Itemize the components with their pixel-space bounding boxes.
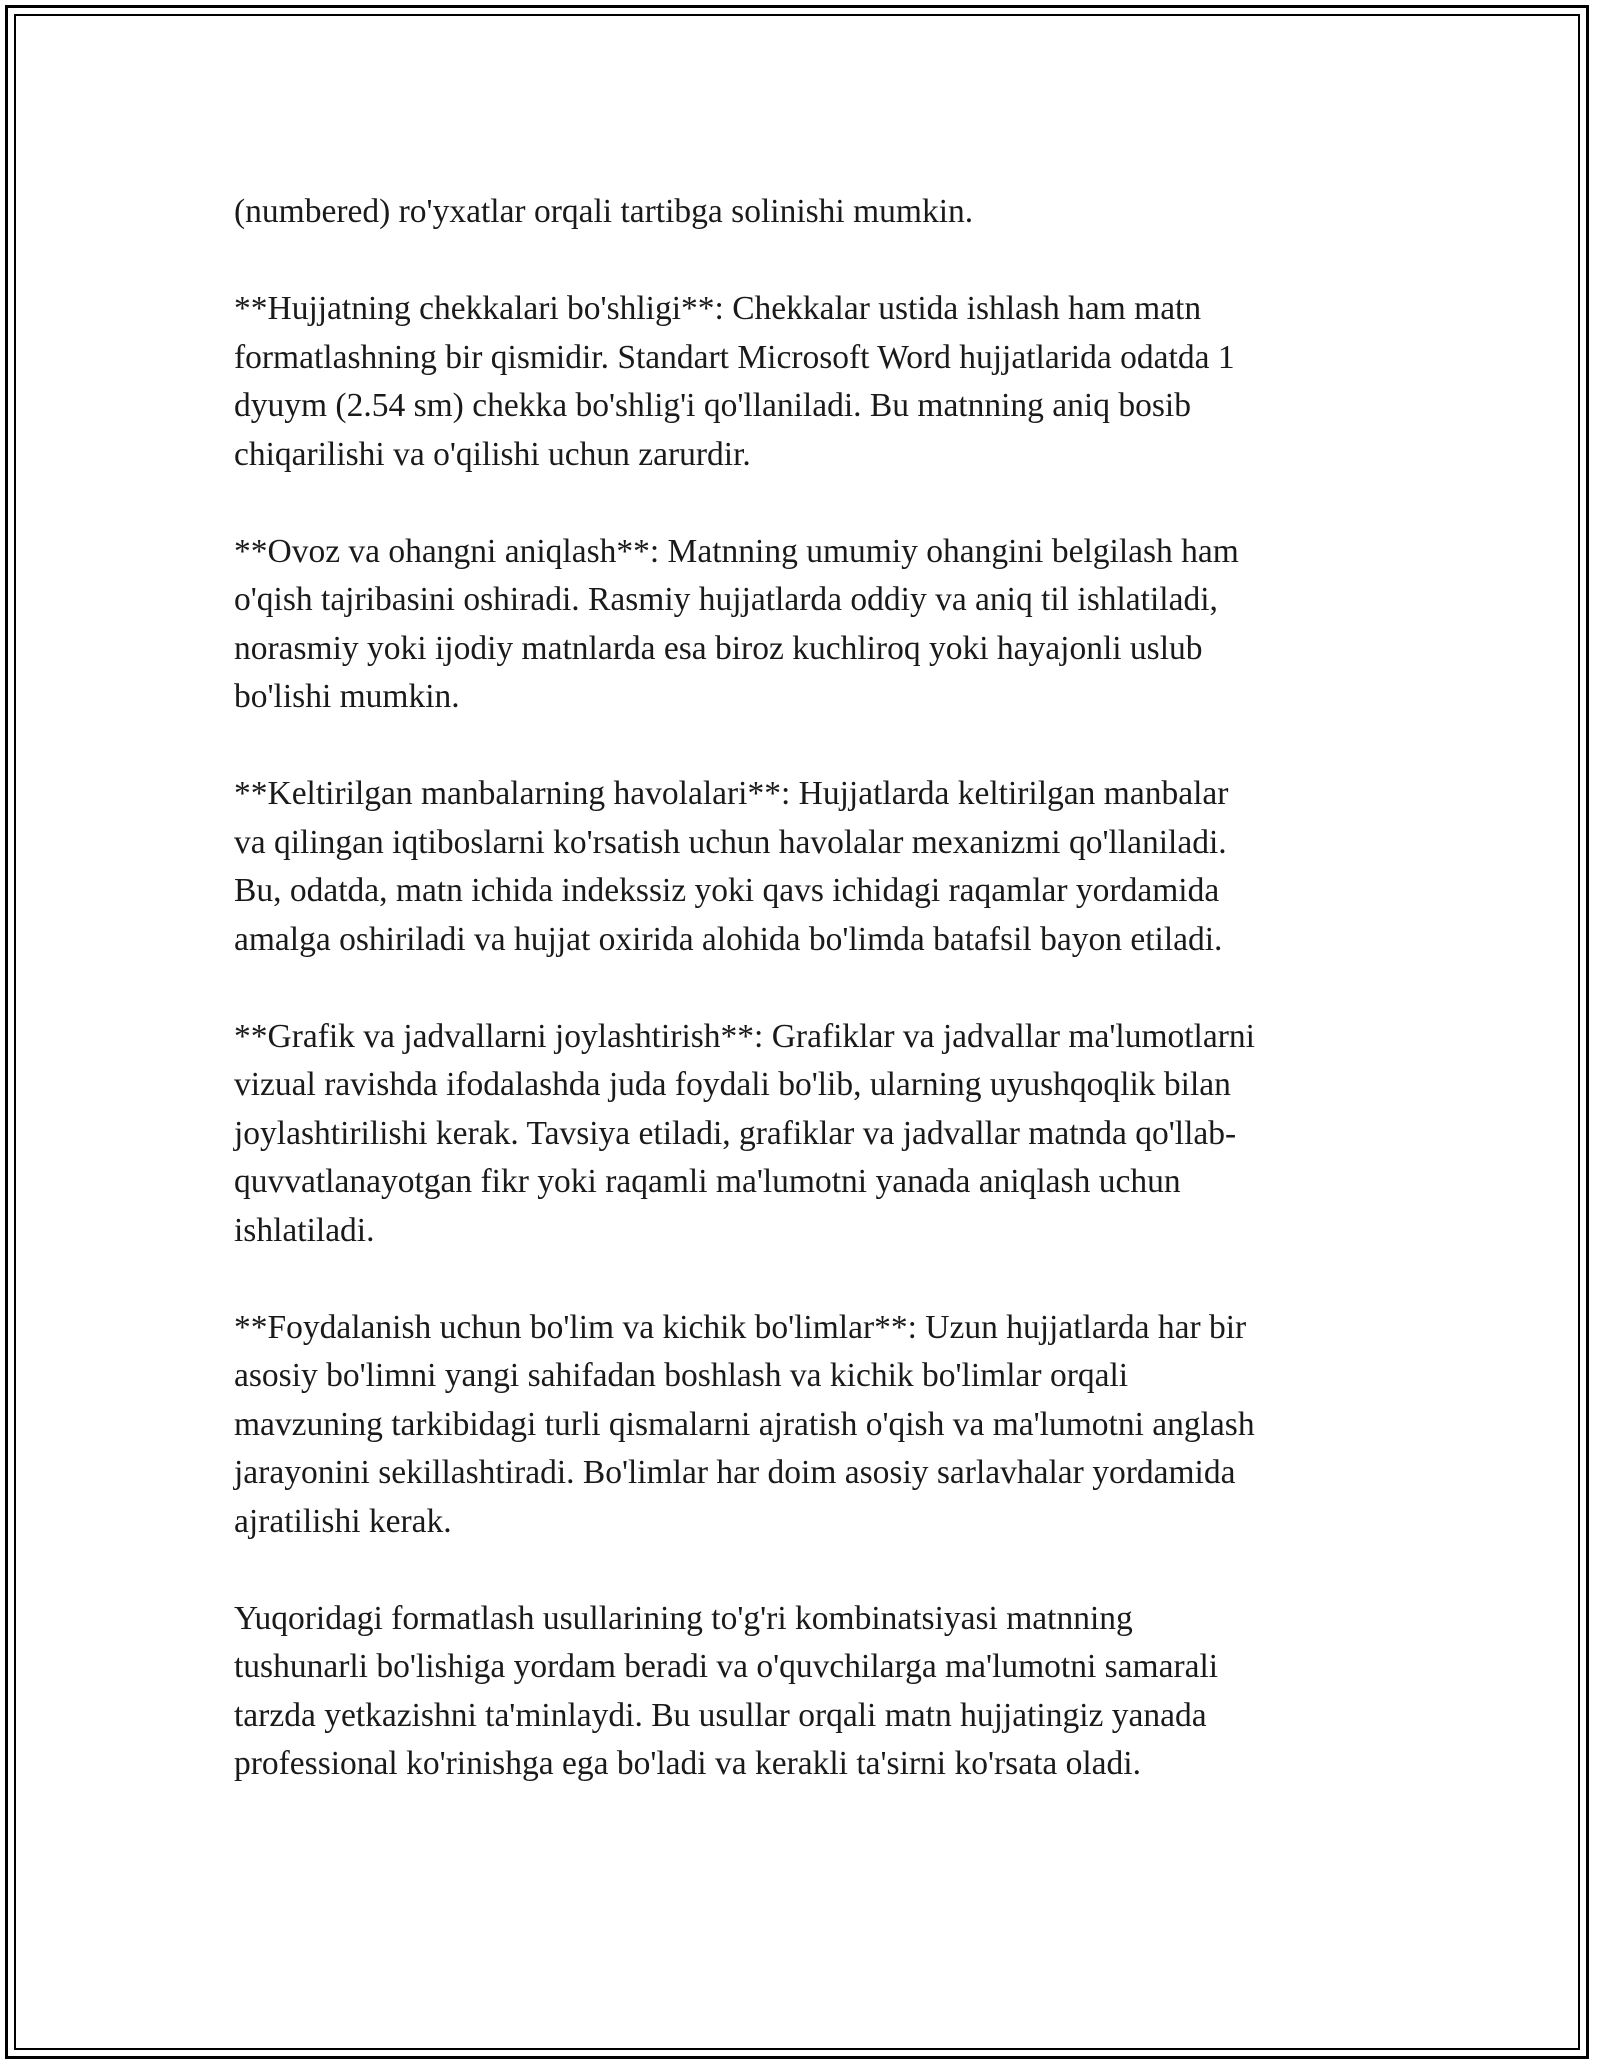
- paragraph-margins: **Hujjatning chekkalari bo'shligi**: Chekkalar ustida ishlash ham matn formatlashning bir qismidir. Standart Microsoft Word hujjatlarida odatda 1 dyuym (2.54 sm) chekka bo'shlig'i qo'llaniladi. Bu matnning aniq bosib chiqarilishi va o'qilishi uchun zarurdir.: [234, 290, 1235, 473]
- paragraph-numbered-lists: (numbered) ro'yxatlar orqali tartibga solinishi mumkin.: [234, 193, 974, 230]
- paragraph-graphics-tables: **Grafik va jadvallarni joylashtirish**: Grafiklar va jadvallar ma'lumotlarni vizual ravishda ifodalashda juda foydali bo'lib, ularning uyushqoqlik bilan joylashtirilishi kerak. Tavsiya etiladi, grafiklar va jadvallar matnda qo'llab- quvvatlanayotgan fikr yoki raqamli ma'lumotni yanada aniqlash uchun ishlatiladi.: [234, 1017, 1255, 1249]
- document-body: [234, 188, 1364, 1837]
- paragraph-citations: **Keltirilgan manbalarning havolalari**: Hujjatlarda keltirilgan manbalar va qilingan iqtiboslarni ko'rsatish uchun havolalar mexanizmi qo'llaniladi. Bu, odatda, matn ichida indekssiz yoki qavs ichidagi raqamlar yordamida amalga oshiriladi va hujjat oxirida alohida bo'limda batafsil bayon etiladi.: [234, 775, 1229, 958]
- paragraph-sections: **Foydalanish uchun bo'lim va kichik bo'limlar**: Uzun hujjatlarda har bir asosiy bo'limni yangi sahifadan boshlash va kichik bo'limlar orqali mavzuning tarkibidagi turli qismalarni ajratish o'qish va ma'lumotni anglash jarayonini sekillashtiradi. Bo'limlar har doim asosiy sarlavhalar yordamida ajratilishi kerak.: [234, 1308, 1255, 1540]
- paragraph-tone: **Ovoz va ohangni aniqlash**: Matnning umumiy ohangini belgilash ham o'qish tajribasini oshiradi. Rasmiy hujjatlarda oddiy va aniq til ishlatiladi, norasmiy yoki ijodiy matnlarda esa biroz kuchliroq yoki hayajonli uslub bo'lishi mumkin.: [234, 532, 1239, 715]
- paragraph-conclusion: Yuqoridagi formatlash usullarining to'g'ri kombinatsiyasi matnning tushunarli bo'lishiga yordam beradi va o'quvchilarga ma'lumotni samarali tarzda yetkazishni ta'minlaydi. Bu usullar orqali matn hujjatingiz yanada professional ko'rinishga ega bo'ladi va kerakli ta'sirni ko'rsata oladi.: [234, 1599, 1219, 1782]
